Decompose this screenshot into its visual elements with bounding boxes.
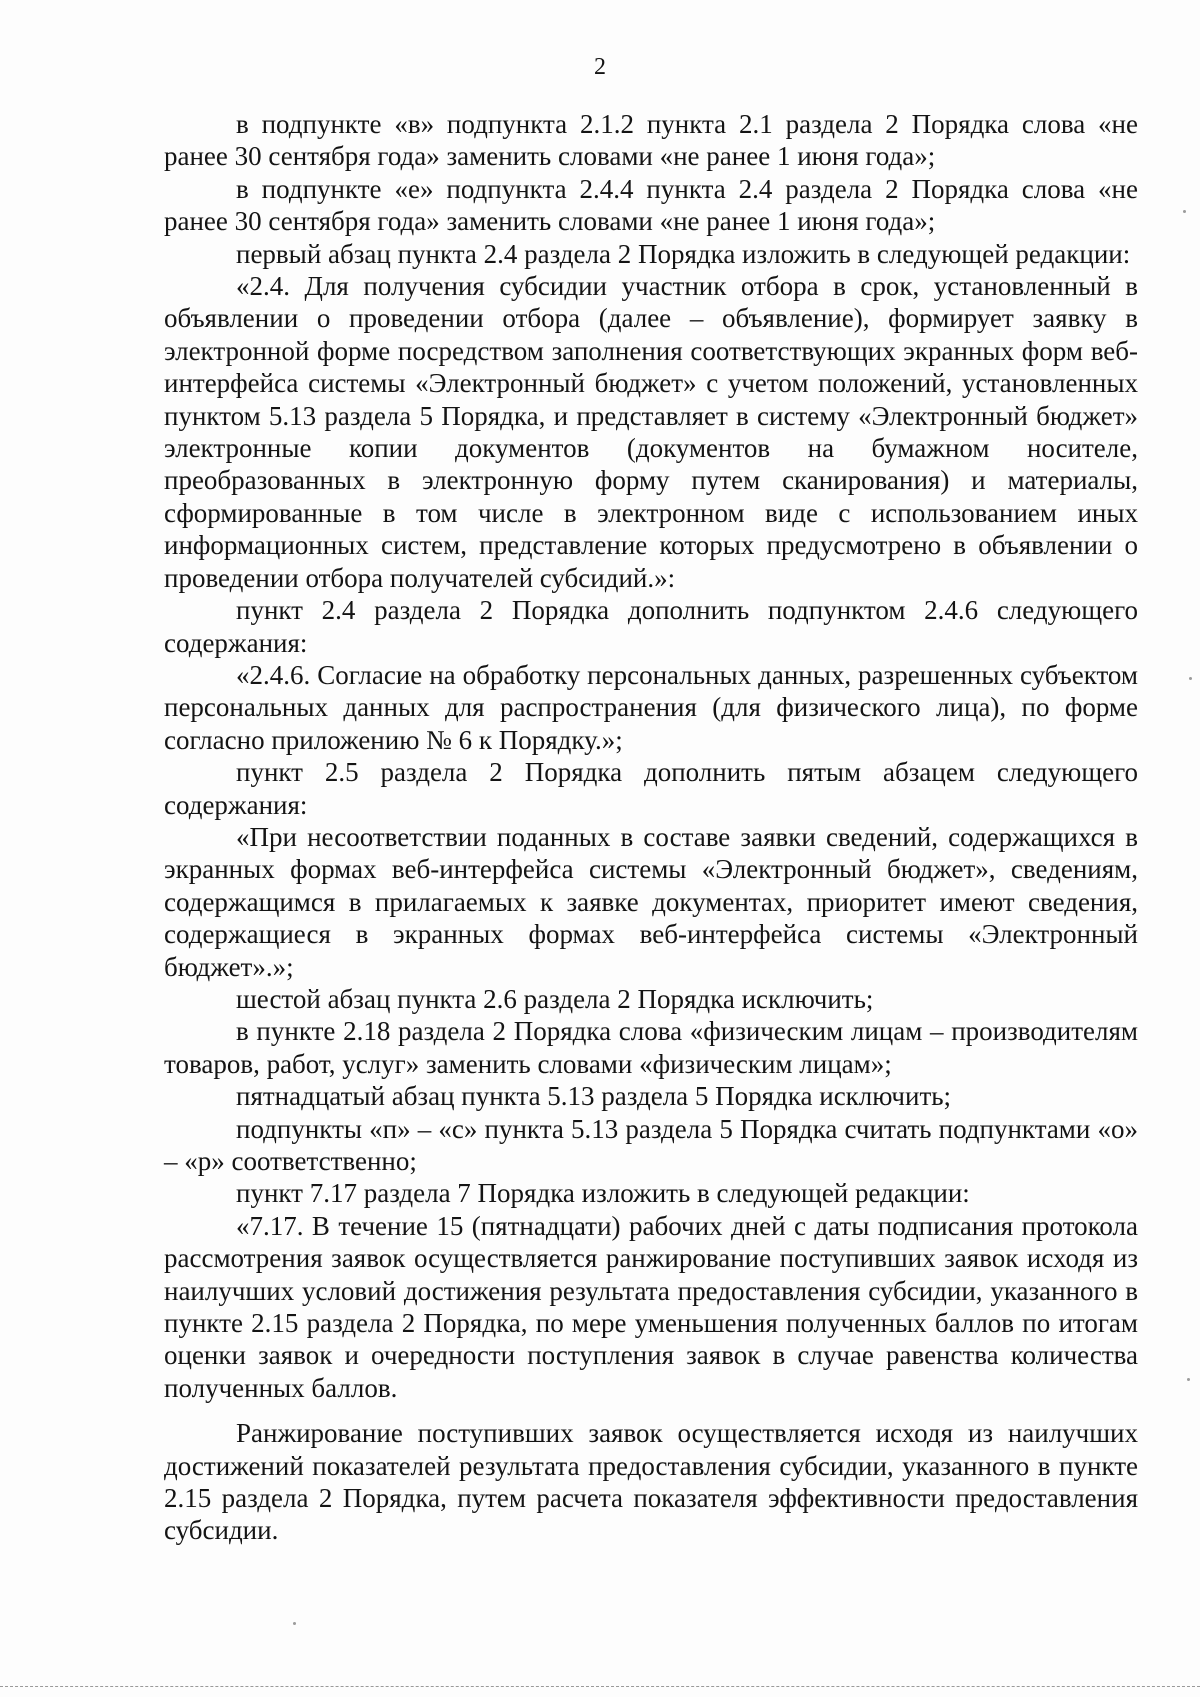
paragraph-10: в пункте 2.18 раздела 2 Порядка слова «физическим лицам – производителям товаров, работ, услуг» заменить словами «физическим лицам»; [164,1016,1138,1079]
paragraph-8: «При несоответствии поданных в составе заявки сведений, содержащихся в экранных формах веб-интерфейса системы «Электронный бюджет», сведениям, содержащимся в прилагаемых к заявке документах, приоритет имеют сведения, содержащиеся в экранных формах веб-интерфейса системы «Электронный бюджет».»; [164,821,1138,982]
paragraph-9: шестой абзац пункта 2.6 раздела 2 Порядка исключить; [236,983,874,1014]
paragraph-15: Ранжирование поступивших заявок осуществляется исходя из наилучших достижений показателей результата предоставления субсидии, указанного в пункте 2.15 раздела 2 Порядка, путем расчета показателя эффективности предоставления субсидии. [164,1418,1138,1546]
document-body [164,108,1138,1547]
paragraph-14: «7.17. В течение 15 (пятнадцати) рабочих дней с даты подписания протокола рассмотрения заявок осуществляется ранжирование поступивших заявок исходя из наилучших условий достижения результата предоставления субсидии, указанного в пункте 2.15 раздела 2 Порядка, по мере уменьшения полученных баллов по итогам оценки заявок и очередности поступления заявок в случае равенства количества полученных баллов. [164,1210,1138,1403]
paragraph-4: «2.4. Для получения субсидии участник отбора в срок, установленный в объявлении о проведении отбора (далее – объявление), формирует заявку в электронной форме посредством заполнения соответствующих экранных форм веб-интерфейса системы «Электронный бюджет» с учетом положений, установленных пунктом 5.13 раздела 5 Порядка, и представляет в систему «Электронный бюджет» электронные копии документов (документов на бумажном носителе, преобразованных в электронную форму путем сканирования) и материалы, сформированные в том числе в электронном виде с использованием иных информационных систем, представление которых предусмотрено в объявлении о проведении отбора получателей субсидий.»: [164,271,1138,593]
paragraph-13: пункт 7.17 раздела 7 Порядка изложить в следующей редакции: [236,1178,970,1209]
page-number: 2 [594,54,606,80]
paragraph-5: пункт 2.4 раздела 2 Порядка дополнить подпунктом 2.4.6 следующего содержания: [164,595,1138,658]
scan-speck [1187,1378,1190,1381]
paragraph-12: подпункты «п» – «с» пункта 5.13 раздела 5 Порядка считать подпунктами «о» – «р» соответственно; [164,1113,1138,1176]
paragraph-2: в подпункте «е» подпункта 2.4.4 пункта 2.4 раздела 2 Порядка слова «не ранее 30 сентября года» заменить словами «не ранее 1 июня года»; [164,173,1138,237]
scan-speck [1189,677,1192,680]
paragraph-1: в подпункте «в» подпункта 2.1.2 пункта 2.1 раздела 2 Порядка слова «не ранее 30 сентября года» заменить словами «не ранее 1 июня года»; [164,109,1138,172]
paragraph-6: «2.4.6. Согласие на обработку персональных данных, разрешенных субъектом персональных данных для распространения (для физического лица), по форме согласно приложению № 6 к Порядку.»; [164,659,1138,755]
scan-edge-line [0,1686,1200,1687]
paragraph-11: пятнадцатый абзац пункта 5.13 раздела 5 Порядка исключить; [236,1081,952,1112]
paragraph-3: первый абзац пункта 2.4 раздела 2 Порядка изложить в следующей редакции: [236,238,1131,269]
scan-speck [293,1622,296,1625]
scan-speck [1183,210,1186,213]
paragraph-7: пункт 2.5 раздела 2 Порядка дополнить пятым абзацем следующего содержания: [164,757,1138,820]
